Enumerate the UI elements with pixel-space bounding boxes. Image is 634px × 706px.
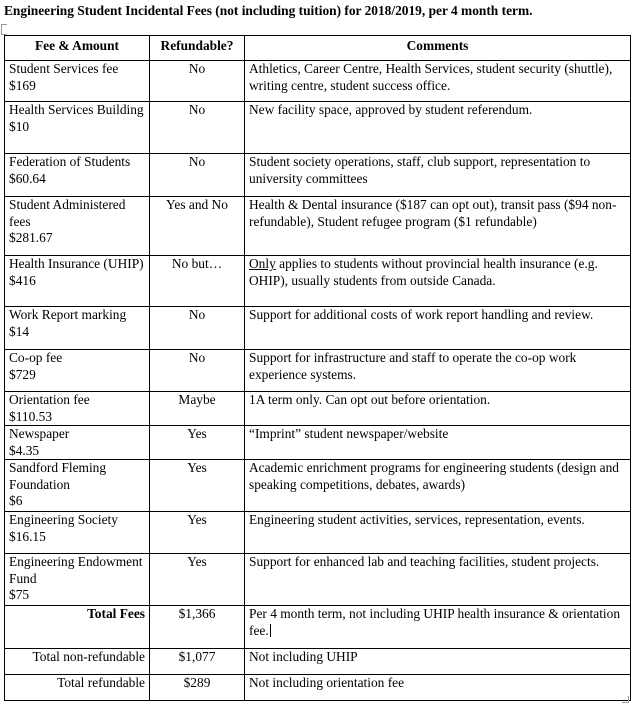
fee-name: Sandford Fleming Foundation (9, 460, 107, 492)
table-row (5, 307, 631, 350)
comment-cell: Support for infrastructure and staff to operate the co-op work experience systems. (245, 350, 631, 392)
fees-table (4, 35, 631, 701)
comment-emphasis: Only (249, 256, 276, 271)
fee-amount: $169 (9, 77, 36, 93)
refundable-cell: No but… (150, 256, 245, 307)
document-title: Engineering Student Incidental Fees (not including tuition) for 2018/2019, per 4 month term. (4, 3, 533, 18)
refundable-cell: No (150, 154, 245, 197)
table-row (5, 197, 631, 256)
text-cursor (270, 624, 271, 637)
total-refundable-amount: $289 (150, 675, 245, 701)
total-fees-label: Total Fees (5, 606, 150, 649)
fee-amount: $729 (9, 366, 36, 382)
fee-name: Engineering Endowment Fund (9, 554, 143, 586)
table-row (5, 554, 631, 606)
table-row (5, 102, 631, 154)
refundable-cell: Yes (150, 426, 245, 460)
comment-cell (245, 256, 631, 307)
comment-cell: Support for enhanced lab and teaching facilities, student projects. (245, 554, 631, 606)
total-nonrefundable-label: Total non-refundable (5, 649, 150, 675)
total-nonrefundable-amount: $1,077 (150, 649, 245, 675)
total-row (5, 675, 631, 701)
refundable-cell: Yes (150, 512, 245, 554)
total-fees-amount: $1,366 (150, 606, 245, 649)
table-header-row (5, 36, 631, 61)
total-nonrefundable-comment: Not including UHIP (245, 649, 631, 675)
comment-text: Per 4 month term, not including UHIP health insurance & orientation fee. (249, 606, 621, 638)
refundable-cell: No (150, 102, 245, 154)
fee-name: Orientation fee (9, 392, 90, 407)
fee-name: Health Insurance (UHIP) (9, 256, 144, 271)
comment-cell: New facility space, approved by student referendum. (245, 102, 631, 154)
fee-amount: $10 (9, 118, 30, 134)
comment-cell: Health & Dental insurance ($187 can opt out), transit pass ($94 non-refundable), Student refugee program ($1 refundable) (245, 197, 631, 256)
comment-cell: Student society operations, staff, club support, representation to university committees (245, 154, 631, 197)
table-row (5, 426, 631, 460)
refundable-cell: Yes (150, 460, 245, 512)
refundable-cell: No (150, 307, 245, 350)
refundable-cell: No (150, 350, 245, 392)
fee-amount: $60.64 (9, 170, 46, 186)
fee-amount: $6 (9, 493, 23, 508)
fee-name: Work Report marking (9, 307, 127, 322)
fee-amount: $4.35 (9, 442, 40, 458)
comment-cell: Academic enrichment programs for engineering students (design and speaking competitions, debates, awards) (245, 460, 631, 512)
header-comments: Comments (245, 36, 631, 61)
refundable-cell: Yes (150, 554, 245, 606)
refundable-cell: Yes and No (150, 197, 245, 256)
header-refundable: Refundable? (150, 36, 245, 61)
fee-amount: $110.53 (9, 408, 53, 424)
fee-name: Co-op fee (9, 350, 63, 365)
fee-amount: $16.15 (9, 528, 46, 544)
table-row (5, 460, 631, 512)
comment-cell: 1A term only. Can opt out before orientation. (245, 392, 631, 426)
fee-name: Newspaper (9, 426, 70, 441)
total-fees-comment (245, 606, 631, 649)
refundable-cell: No (150, 61, 245, 102)
table-row (5, 256, 631, 307)
table-row (5, 392, 631, 426)
total-refundable-label: Total refundable (5, 675, 150, 701)
header-fee-amount: Fee & Amount (5, 36, 150, 61)
comment-text: applies to students without provincial health insurance (e.g. OHIP), usually students from outside Canada. (249, 256, 598, 288)
fee-amount: $75 (9, 587, 30, 602)
comment-cell: Athletics, Career Centre, Health Services, student security (shuttle), writing centre, student success office. (245, 61, 631, 102)
table-row (5, 350, 631, 392)
comment-cell: “Imprint” student newspaper/website (245, 426, 631, 460)
fee-name: Federation of Students (9, 154, 131, 169)
table-row (5, 154, 631, 197)
refundable-cell: Maybe (150, 392, 245, 426)
total-row (5, 649, 631, 675)
total-refundable-comment: Not including orientation fee (245, 675, 631, 701)
fee-amount: $416 (9, 272, 36, 288)
fee-amount: $281.67 (9, 230, 53, 245)
margin-marker (622, 696, 629, 703)
fee-name: Engineering Society (9, 512, 118, 527)
fee-name: Health Services Building (9, 102, 144, 117)
total-row (5, 606, 631, 649)
fee-name: Student Services fee (9, 61, 119, 76)
margin-marker (1, 24, 7, 35)
fee-name: Student Administered fees (9, 197, 126, 229)
table-row (5, 512, 631, 554)
comment-cell: Support for additional costs of work report handling and review. (245, 307, 631, 350)
table-row (5, 61, 631, 102)
comment-cell: Engineering student activities, services, representation, events. (245, 512, 631, 554)
fee-amount: $14 (9, 323, 30, 339)
